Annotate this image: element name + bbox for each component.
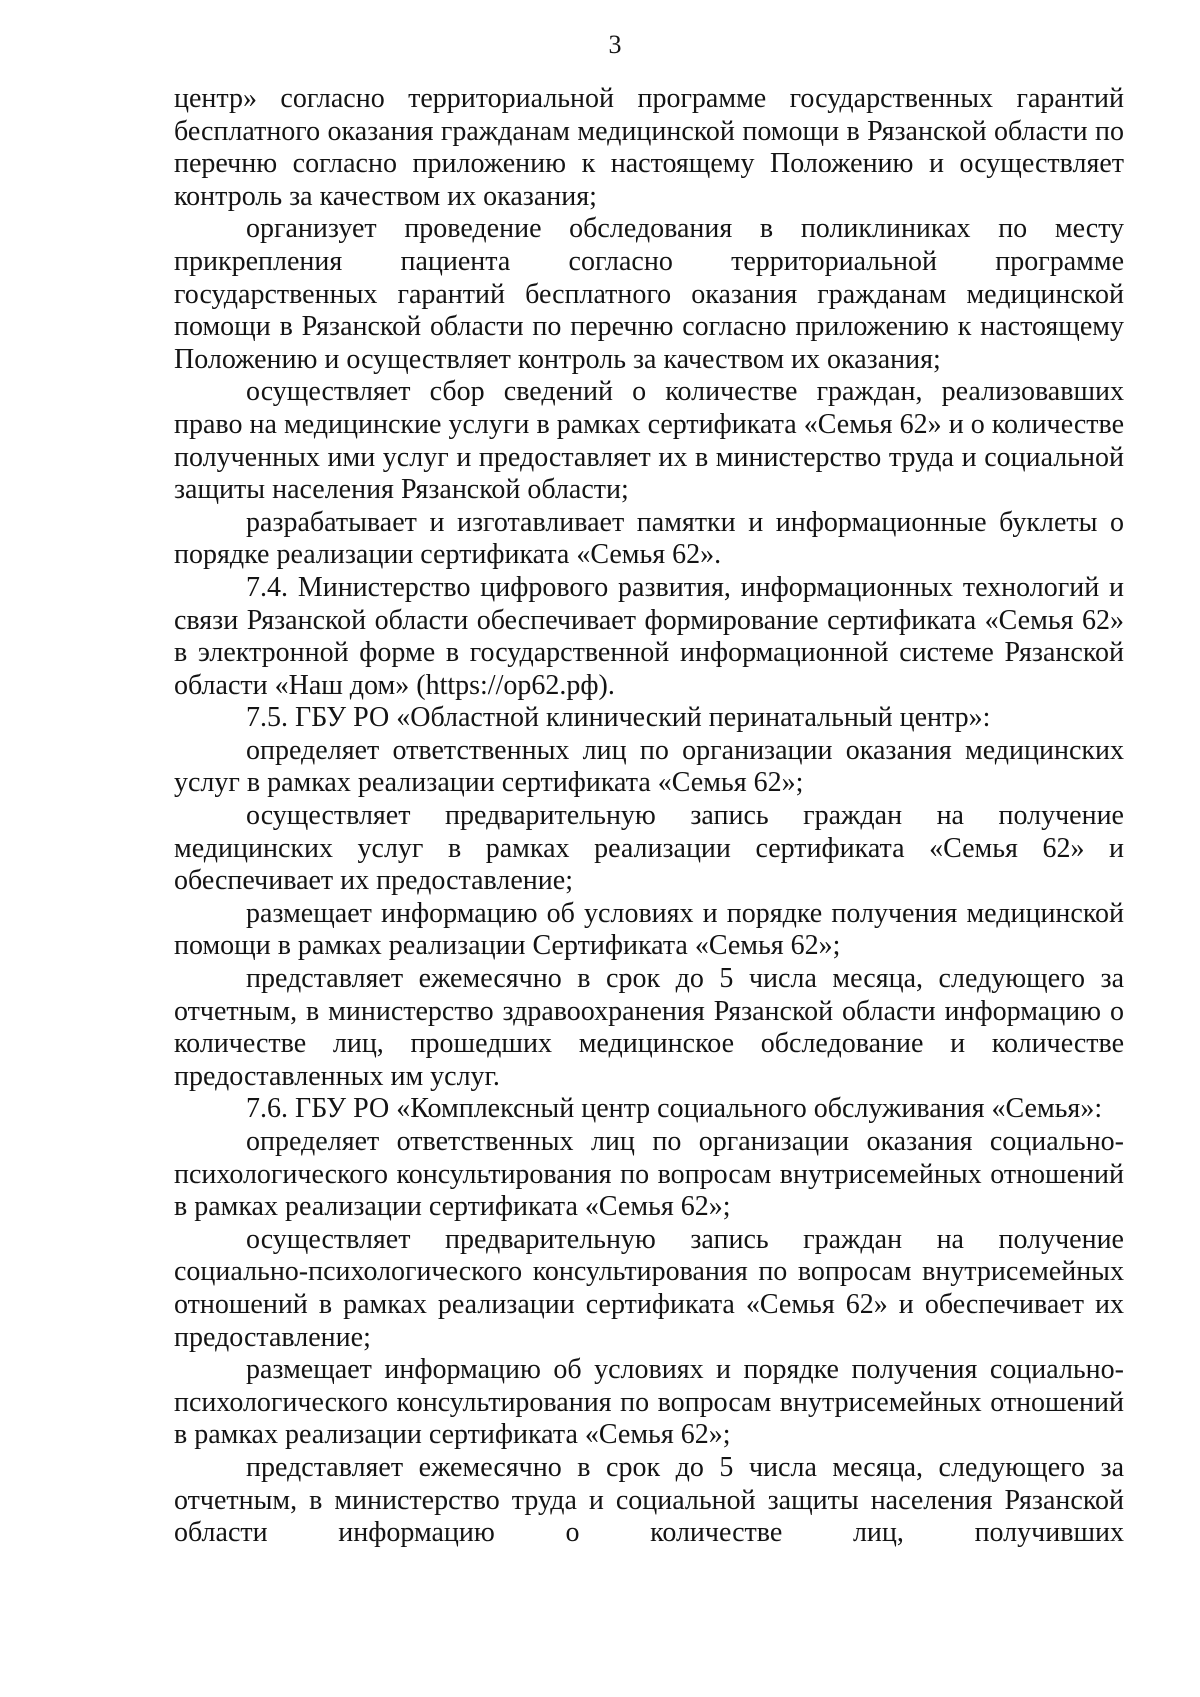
paragraph: размещает информацию об условиях и порядке получения медицинской помощи в рамках реализации Сертификата «Семья 62»; [174,897,1124,962]
paragraph: центр» согласно территориальной программе государственных гарантий бесплатного оказания гражданам медицинской помощи в Рязанской области по перечню согласно приложению к настоящему Положению и осуществляет контроль за качеством их оказания; [174,83,1124,212]
document-body [174,83,1124,1550]
page-number: 3 [608,30,622,59]
paragraph: представляет ежемесячно в срок до 5 числа месяца, следующего за отчетным, в министерство здравоохранения Рязанской области информацию о количестве лиц, прошедших медицинское обследование и количестве предоставленных им услуг. [174,963,1124,1092]
paragraph: размещает информацию об условиях и порядке получения социально-психологического консультирования по вопросам внутрисемейных отношений в рамках реализации сертификата «Семья 62»; [174,1354,1124,1451]
paragraph: осуществляет предварительную запись граждан на получение социально-психологического консультирования по вопросам внутрисемейных отношений в рамках реализации сертификата «Семья 62» и обеспечивает их предоставление; [174,1223,1124,1353]
paragraph: представляет ежемесячно в срок до 5 числа месяца, следующего за отчетным, в министерство труда и социальной защиты населения Рязанской области информацию о количестве лиц, получивших [174,1451,1124,1549]
paragraph: организует проведение обследования в поликлиниках по месту прикрепления пациента согласно территориальной программе государственных гарантий бесплатного оказания гражданам медицинской помощи в Рязанской области по перечню согласно приложению к настоящему Положению и осуществляет контроль за качеством их оказания; [174,213,1124,375]
paragraph: разрабатывает и изготавливает памятки и информационные буклеты о порядке реализации сертификата «Семья 62». [174,506,1124,571]
section-7-6-heading: 7.6. ГБУ РО «Комплексный центр социального обслуживания «Семья»: [246,1093,1103,1125]
section-7-4-paragraph: 7.4. Министерство цифрового развития, информационных технологий и связи Рязанской области обеспечивает формирование сертификата «Семья 62» в электронной форме в государственной информационной системе Рязанской области «Наш дом» (https://op62.рф). [174,571,1124,701]
paragraph: определяет ответственных лиц по организации оказания медицинских услуг в рамках реализации сертификата «Семья 62»; [174,734,1124,799]
paragraph: осуществляет предварительную запись граждан на получение медицинских услуг в рамках реализации сертификата «Семья 62» и обеспечивает их предоставление; [174,800,1124,897]
section-7-5-heading: 7.5. ГБУ РО «Областной клинический перинатальный центр»: [246,702,991,734]
paragraph: определяет ответственных лиц по организации оказания социально-психологического консультирования по вопросам внутрисемейных отношений в рамках реализации сертификата «Семья 62»; [174,1126,1124,1223]
paragraph: осуществляет сбор сведений о количестве граждан, реализовавших право на медицинские услуги в рамках сертификата «Семья 62» и о количестве полученных ими услуг и предоставляет их в министерство труда и социальной защиты населения Рязанской области; [174,376,1124,506]
